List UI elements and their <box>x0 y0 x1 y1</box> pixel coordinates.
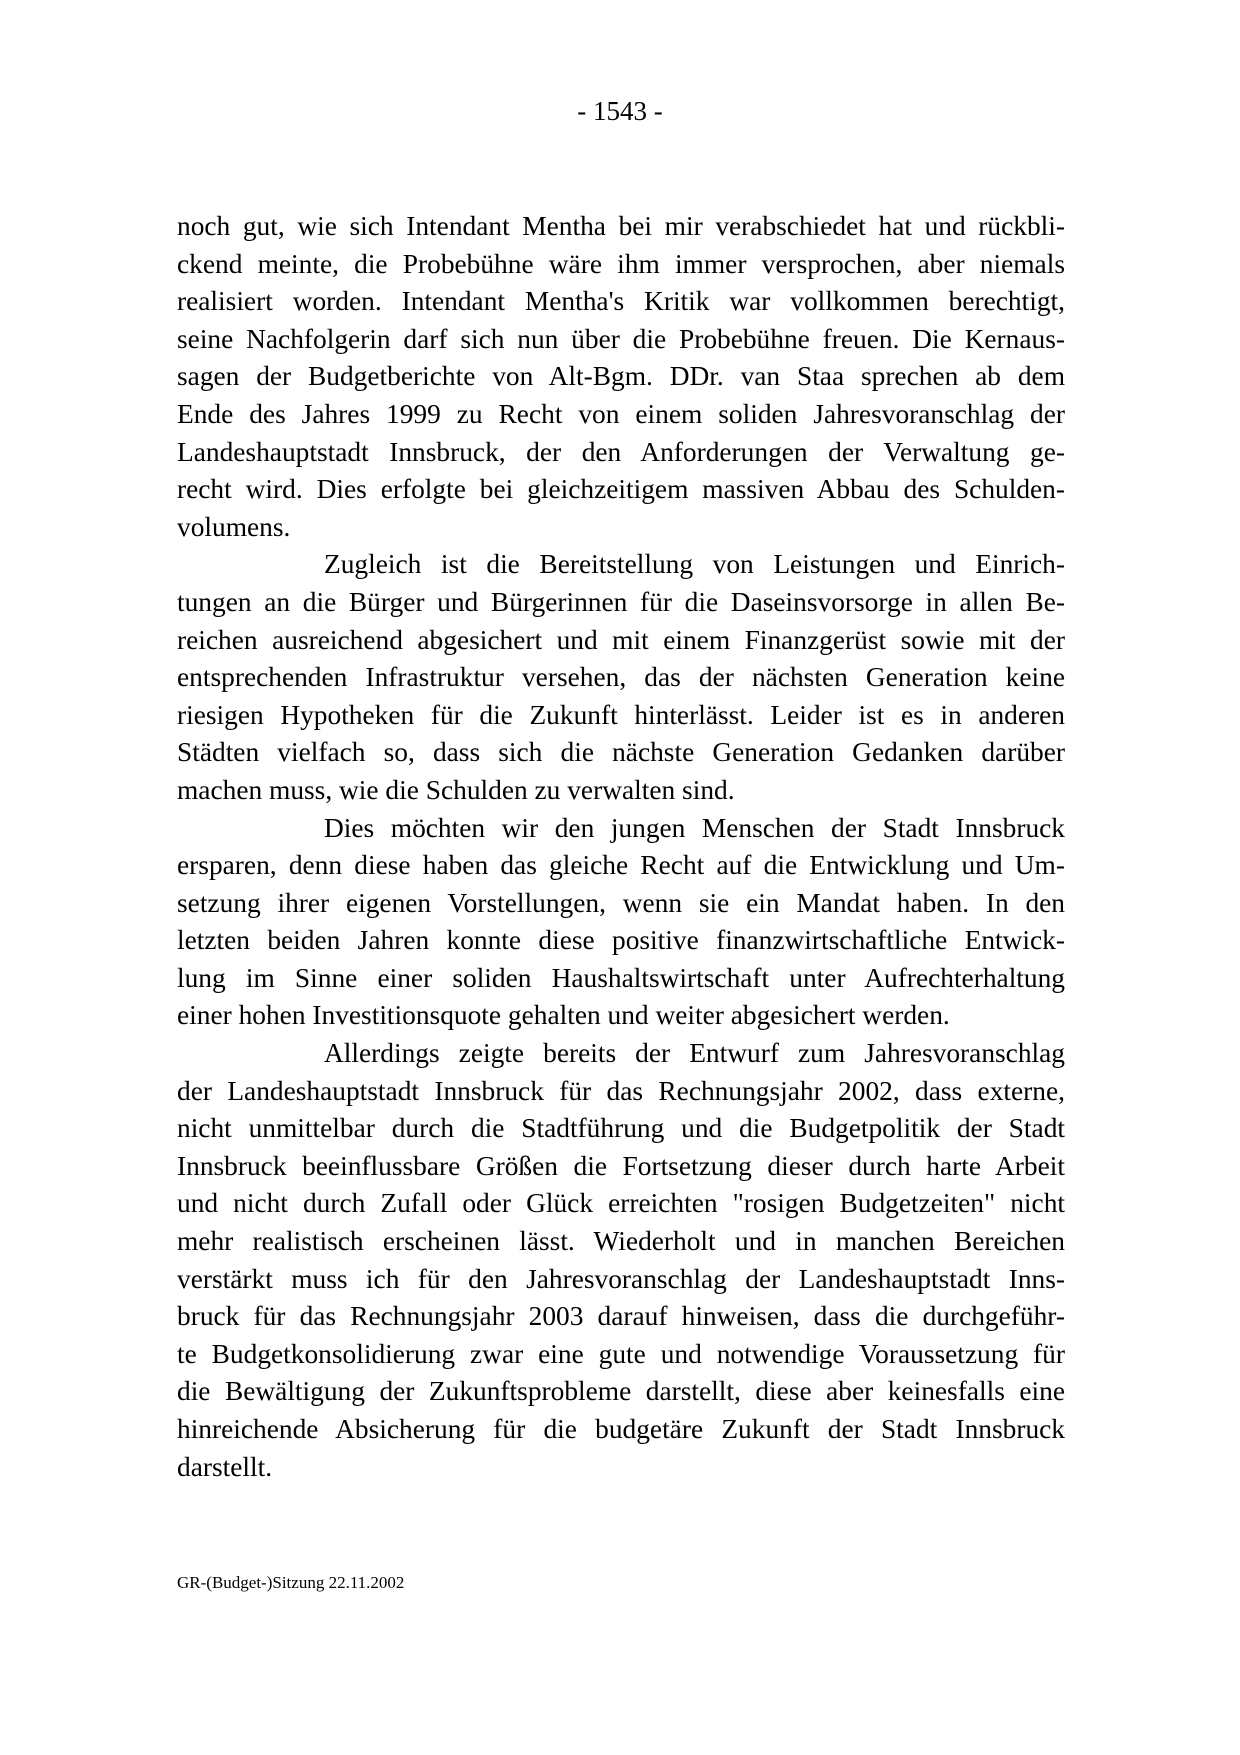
text-line: riesigen Hypotheken für die Zukunft hinterlässt. Leider ist es in anderen <box>177 699 1065 730</box>
text-line: volumens. <box>177 511 291 542</box>
text-line: Landeshauptstadt Innsbruck, der den Anforderungen der Verwaltung ge- <box>177 436 1065 467</box>
text-line: Zugleich ist die Bereitstellung von Leistungen und Einrich- <box>324 549 1065 580</box>
page-number: - 1543 - <box>577 96 663 126</box>
text-line: noch gut, wie sich Intendant Mentha bei mir verabschiedet hat und rückbli- <box>177 211 1065 241</box>
text-line: der Landeshauptstadt Innsbruck für das Rechnungsjahr 2002, dass externe, <box>177 1075 1065 1106</box>
text-line: te Budgetkonsolidierung zwar eine gute und notwendige Voraussetzung für <box>177 1338 1065 1369</box>
text-line: machen muss, wie die Schulden zu verwalten sind. <box>177 774 735 805</box>
text-line: mehr realistisch erscheinen lässt. Wiederholt und in manchen Bereichen <box>177 1226 1065 1257</box>
text-line: hinreichende Absicherung für die budgetäre Zukunft der Stadt Innsbruck <box>177 1414 1065 1444</box>
footer-session-label: GR-(Budget-)Sitzung 22.11.2002 <box>177 1573 405 1592</box>
text-line: letzten beiden Jahren konnte diese positive finanzwirtschaftliche Entwick- <box>177 925 1065 956</box>
text-line: die Bewältigung der Zukunftsprobleme darstellt, diese aber keinesfalls eine <box>177 1376 1065 1407</box>
text-line: realisiert worden. Intendant Mentha's Kritik war vollkommen berechtigt, <box>177 286 1065 317</box>
text-line: recht wird. Dies erfolgte bei gleichzeitigem massiven Abbau des Schulden- <box>177 474 1065 505</box>
text-line: Städten vielfach so, dass sich die nächste Generation Gedanken darüber <box>177 737 1065 768</box>
text-line: bruck für das Rechnungsjahr 2003 darauf hinweisen, dass die durchgeführ- <box>177 1301 1065 1332</box>
text-line: darstellt. <box>177 1451 273 1482</box>
text-line: einer hohen Investitionsquote gehalten und weiter abgesichert werden. <box>177 1000 950 1031</box>
text-line: nicht unmittelbar durch die Stadtführung und die Budgetpolitik der Stadt <box>177 1113 1065 1144</box>
text-line: reichen ausreichend abgesichert und mit einem Finanzgerüst sowie mit der <box>177 624 1065 655</box>
text-line: seine Nachfolgerin darf sich nun über die Probebühne freuen. Die Kernaus- <box>177 323 1065 354</box>
text-line: Ende des Jahres 1999 zu Recht von einem soliden Jahresvoranschlag der <box>177 398 1065 429</box>
text-line: sagen der Budgetberichte von Alt-Bgm. DDr. van Staa sprechen ab dem <box>177 361 1065 392</box>
text-line: ckend meinte, die Probebühne wäre ihm immer versprochen, aber niemals <box>177 248 1065 279</box>
text-line: Dies möchten wir den jungen Menschen der Stadt Innsbruck <box>324 812 1065 843</box>
text-line: tungen an die Bürger und Bürgerinnen für die Daseinsvorsorge in allen Be- <box>177 586 1065 617</box>
text-line: entsprechenden Infrastruktur versehen, das der nächsten Generation keine <box>177 662 1065 693</box>
text-line: ersparen, denn diese haben das gleiche Recht auf die Entwicklung und Um- <box>177 850 1065 881</box>
text-line: setzung ihrer eigenen Vorstellungen, wenn sie ein Mandat haben. In den <box>177 887 1065 918</box>
text-line: verstärkt muss ich für den Jahresvoranschlag der Landeshauptstadt Inns- <box>177 1263 1065 1294</box>
body-text <box>177 208 1065 1486</box>
text-line: lung im Sinne einer soliden Haushaltswirtschaft unter Aufrechterhaltung <box>177 962 1065 993</box>
text-line: Innsbruck beeinflussbare Größen die Fortsetzung dieser durch harte Arbeit <box>177 1150 1065 1181</box>
text-line: und nicht durch Zufall oder Glück erreichten "rosigen Budgetzeiten" nicht <box>177 1188 1065 1219</box>
text-line: Allerdings zeigte bereits der Entwurf zum Jahresvoranschlag <box>324 1038 1065 1069</box>
